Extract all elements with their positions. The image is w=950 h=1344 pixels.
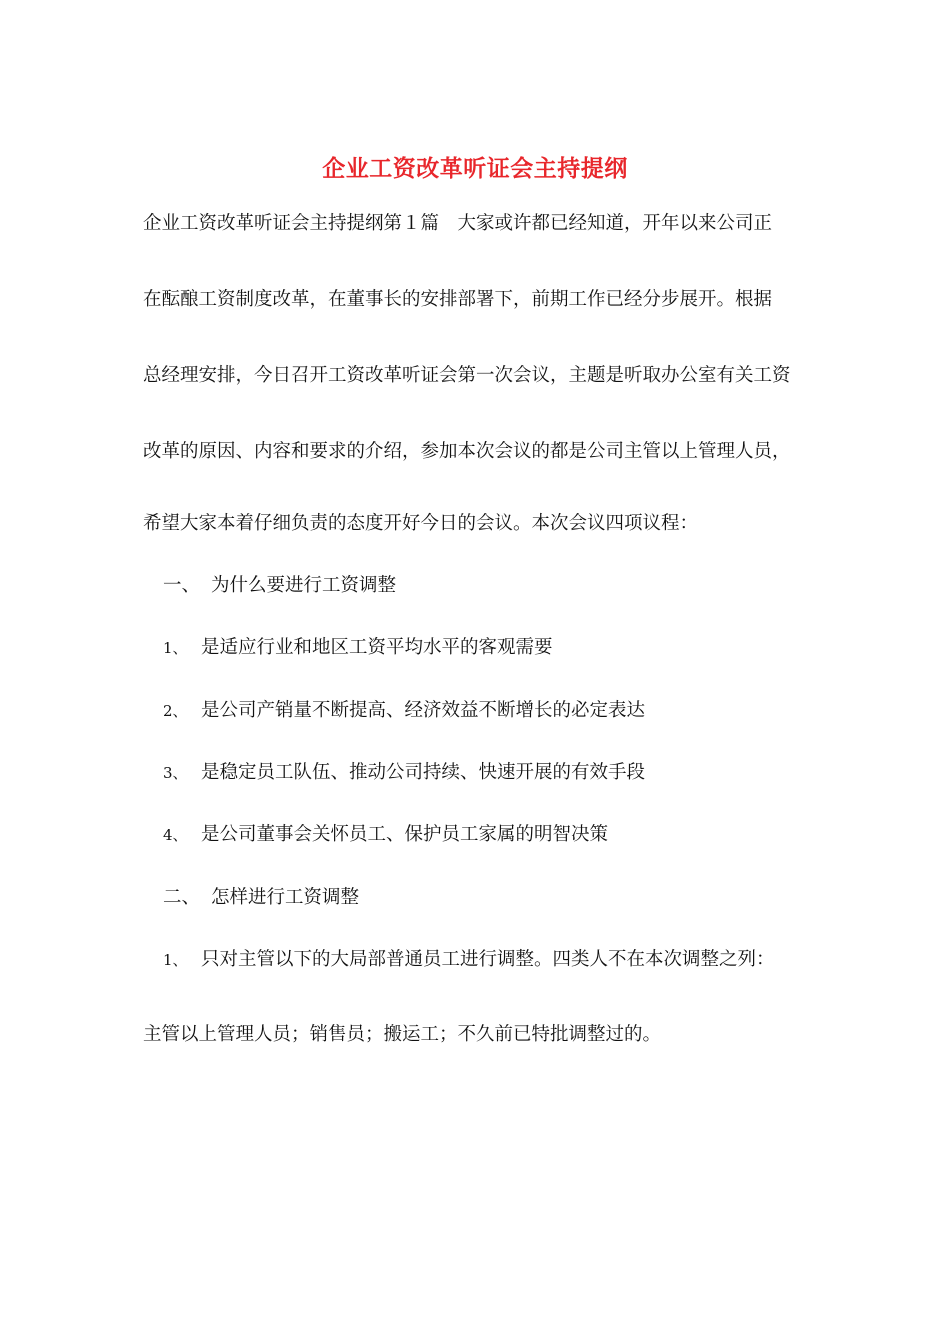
list-item-text: 是公司产销量不断提高、经济效益不断增长的必定表达 [201,700,646,721]
section-1-heading [163,573,396,599]
list-item [163,760,645,786]
list-item-continuation: 主管以上管理人员；销售员；搬运工；不久前已特批调整过的。 [143,1024,662,1045]
list-item-marker: 2、 [163,702,188,720]
list-item-text: 是公司董事会关怀员工、保护员工家属的明智决策 [201,824,609,845]
section-2-title: 怎样进行工资调整 [211,887,360,908]
intro-line-1: 企业工资改革听证会主持提纲第１篇 大家或许都已经知道，开年以来公司正 [143,213,773,234]
list-item-text: 只对主管以下的大局部普通员工进行调整。四类人不在本次调整之列： [201,949,775,970]
list-item-marker: 1、 [163,951,188,969]
intro-line-5: 希望大家本着仔细负责的态度开好今日的会议。本次会议四项议程： [143,513,699,534]
list-item-text: 是适应行业和地区工资平均水平的客观需要 [201,637,553,658]
list-item-marker: 3、 [163,764,188,782]
list-item [163,822,608,848]
document-title: 企业工资改革听证会主持提纲 [322,155,628,182]
list-item [163,947,775,973]
list-item [163,635,553,661]
intro-line-2: 在酝酿工资制度改革，在董事长的安排部署下，前期工作已经分步展开。根据 [143,289,773,310]
list-item-marker: 4、 [163,826,188,844]
section-2-marker: 二、 [163,887,201,908]
section-1-title: 为什么要进行工资调整 [211,575,397,596]
intro-line-4: 改革的原因、内容和要求的介绍，参加本次会议的都是公司主管以上管理人员， [143,441,791,462]
list-item-text: 是稳定员工队伍、推动公司持续、快速开展的有效手段 [201,762,646,783]
section-1-marker: 一、 [163,575,201,596]
list-item [163,698,645,724]
intro-line-3: 总经理安排，今日召开工资改革听证会第一次会议，主题是听取办公室有关工资 [143,365,791,386]
section-2-heading [163,885,359,911]
list-item-marker: 1、 [163,639,188,657]
